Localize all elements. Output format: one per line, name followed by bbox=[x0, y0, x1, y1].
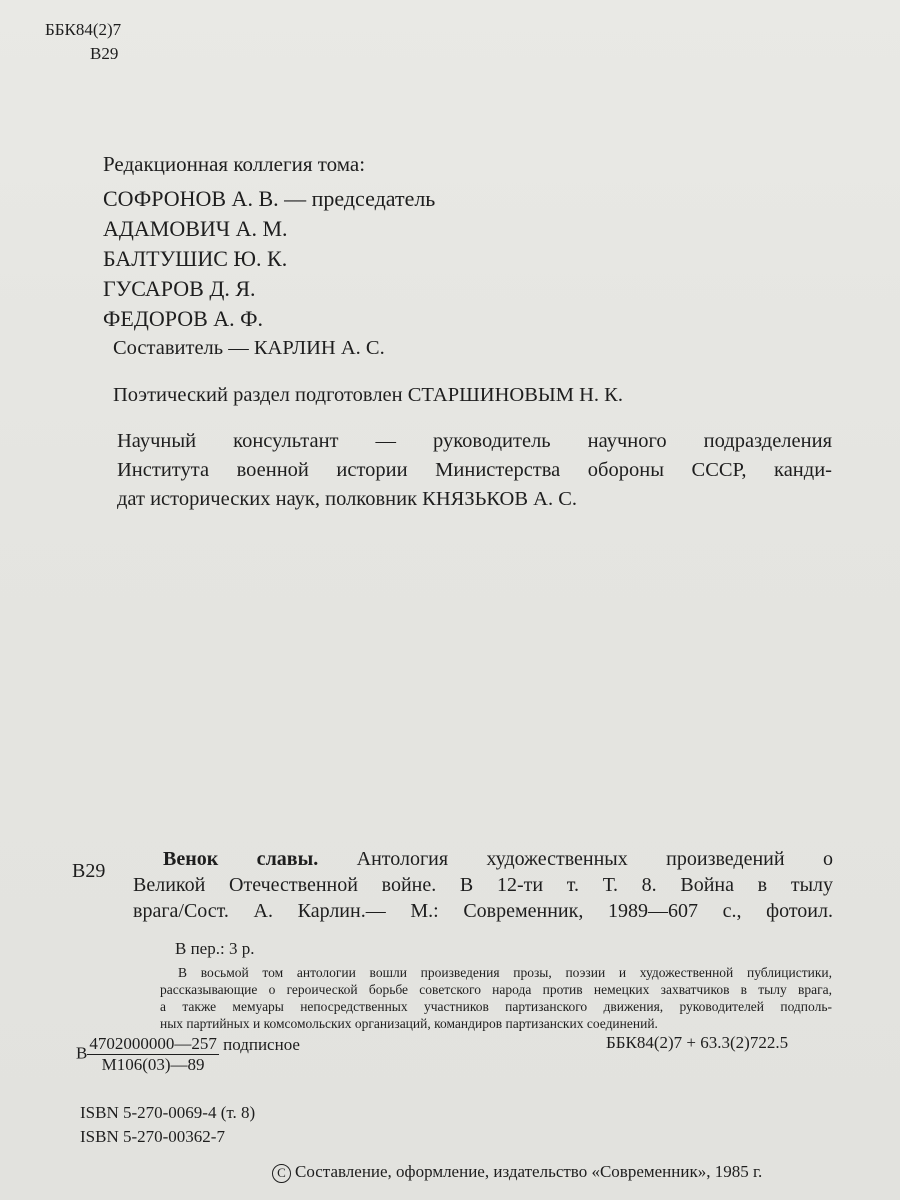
formula-prefix: В bbox=[76, 1043, 88, 1063]
bbk-code: ББК84(2)7 bbox=[45, 20, 122, 39]
catalog-line-1 bbox=[163, 846, 833, 872]
isbn-set: ISBN 5-270-00362-7 bbox=[80, 1127, 225, 1146]
consultant-line-2: Института военной истории Министерства обороны СССР, канди- bbox=[117, 459, 832, 481]
poetry-line: Поэтический раздел подготовлен СТАРШИНОВЫМ Н. К. bbox=[113, 384, 623, 406]
consultant-block bbox=[117, 427, 832, 514]
formula-note: подписное bbox=[223, 1034, 300, 1054]
catalog-code-bottom: В29 bbox=[72, 860, 106, 882]
book-title: Венок славы. bbox=[163, 848, 319, 870]
catalog-line-2: Великой Отечественной войне. В 12-ти т. Т. 8. Война в тылу bbox=[133, 874, 833, 896]
price: В пер.: 3 р. bbox=[175, 939, 255, 958]
annotation-line: ных партийных и комсомольских организаций, командиров партизанских соединений. bbox=[160, 1016, 658, 1031]
editorial-heading: Редакционная коллегия тома: bbox=[103, 152, 366, 176]
editorial-members bbox=[103, 184, 435, 334]
catalog-code: В29 bbox=[90, 44, 119, 63]
formula-numerator: 4702000000—257 bbox=[89, 1034, 217, 1053]
annotation bbox=[160, 964, 832, 1032]
annotation-line: рассказывающие о героической борьбе советского народа против немецких захватчиков в тылу врага, bbox=[160, 982, 832, 997]
formula-denominator: М106(03)—89 bbox=[101, 1055, 205, 1074]
catalog-line-3: врага/Сост. А. Карлин.— М.: Современник, 1989—607 с., фотоил. bbox=[133, 900, 833, 922]
editorial-member: АДАМОВИЧ А. М. bbox=[103, 216, 288, 241]
editorial-member: БАЛТУШИС Ю. К. bbox=[103, 246, 288, 271]
consultant-line-3: дат исторических наук, полковник КНЯЗЬКОВ А. С. bbox=[117, 488, 577, 510]
editorial-member: ГУСАРОВ Д. Я. bbox=[103, 276, 256, 301]
annotation-line: В восьмой том антологии вошли произведения прозы, поэзии и художественной публицистики, bbox=[178, 965, 832, 980]
catalog-line-1-rest: Антология художественных произведений о bbox=[356, 848, 833, 870]
annotation-line: а также мемуары непосредственных участников партизанского движения, руководителей подполь- bbox=[160, 999, 832, 1014]
copyright-icon: C bbox=[272, 1164, 291, 1183]
consultant-line-1: Научный консультант — руководитель научного подразделения bbox=[117, 430, 832, 452]
compiler-line: Составитель — КАРЛИН А. С. bbox=[113, 337, 385, 359]
copyright-line bbox=[272, 1162, 762, 1183]
editorial-member: СОФРОНОВ А. В. — председатель bbox=[103, 186, 436, 211]
editorial-member: ФЕДОРОВ А. Ф. bbox=[103, 306, 264, 331]
bbk-full: ББК84(2)7 + 63.3(2)722.5 bbox=[606, 1033, 789, 1052]
catalog-entry bbox=[133, 846, 833, 924]
publishing-formula bbox=[76, 1034, 300, 1075]
copyright-text: Составление, оформление, издательство «Современник», 1985 г. bbox=[295, 1162, 763, 1181]
formula-fraction bbox=[87, 1034, 219, 1075]
isbn-volume: ISBN 5-270-0069-4 (т. 8) bbox=[80, 1103, 256, 1122]
